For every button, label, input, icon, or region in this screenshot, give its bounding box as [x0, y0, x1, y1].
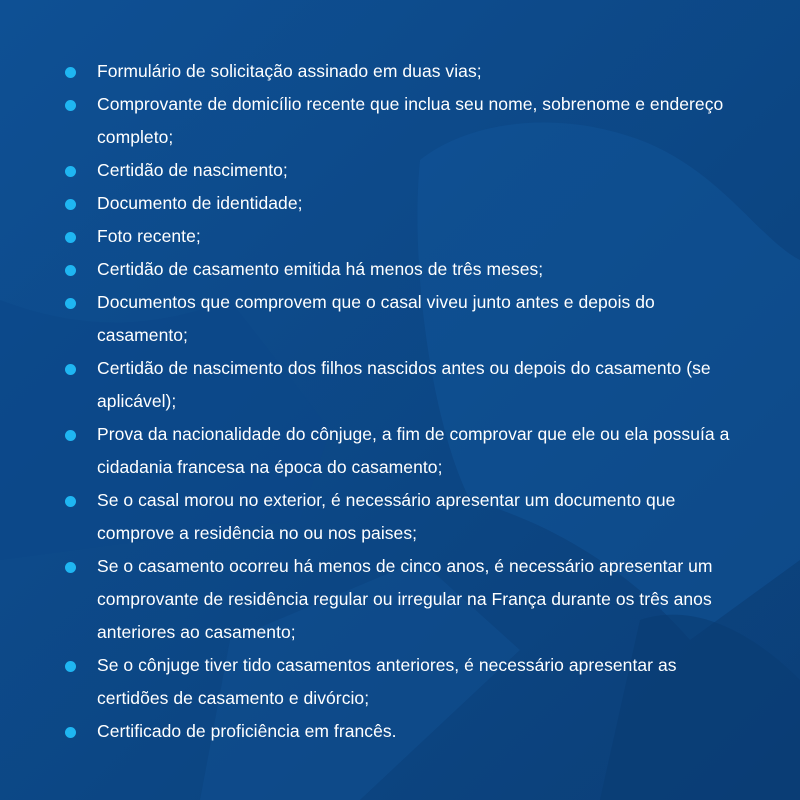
- bullet-icon: [65, 265, 76, 276]
- list-item: [0, 187, 800, 220]
- list-item: [0, 88, 800, 154]
- bullet-icon: [65, 166, 76, 177]
- list-item: [0, 286, 800, 352]
- list-item-text: Documentos que comprovem que o casal viveu junto antes e depois do casamento;: [97, 292, 655, 345]
- bullet-icon: [65, 364, 76, 375]
- list-item-text: Se o casamento ocorreu há menos de cinco anos, é necessário apresentar um comprovante de residência regular ou irregular na França durante os três anos anteriores ao casamento;: [97, 556, 713, 642]
- list-item-text: Certificado de proficiência em francês.: [97, 721, 397, 741]
- bullet-icon: [65, 727, 76, 738]
- list-item-text: Se o casal morou no exterior, é necessário apresentar um documento que comprove a residência no ou nos paises;: [97, 490, 676, 543]
- list-item-text: Prova da nacionalidade do cônjuge, a fim de comprovar que ele ou ela possuía a cidadania francesa na época do casamento;: [97, 424, 730, 477]
- requirements-list: [0, 55, 800, 748]
- bullet-icon: [65, 661, 76, 672]
- list-item: [0, 253, 800, 286]
- list-item: [0, 220, 800, 253]
- bullet-icon: [65, 100, 76, 111]
- list-item-text: Se o cônjuge tiver tido casamentos anteriores, é necessário apresentar as certidões de casamento e divórcio;: [97, 655, 677, 708]
- bullet-icon: [65, 496, 76, 507]
- bullet-icon: [65, 298, 76, 309]
- bullet-icon: [65, 430, 76, 441]
- list-item-text: Foto recente;: [97, 226, 201, 246]
- list-item-text: Documento de identidade;: [97, 193, 303, 213]
- list-item: [0, 550, 800, 649]
- list-item: [0, 715, 800, 748]
- list-item: [0, 55, 800, 88]
- list-item-text: Certidão de casamento emitida há menos de três meses;: [97, 259, 544, 279]
- list-item-text: Certidão de nascimento;: [97, 160, 288, 180]
- bullet-icon: [65, 562, 76, 573]
- bullet-icon: [65, 232, 76, 243]
- list-item-text: Formulário de solicitação assinado em duas vias;: [97, 61, 482, 81]
- list-item: [0, 649, 800, 715]
- list-item: [0, 154, 800, 187]
- list-item: [0, 352, 800, 418]
- list-item: [0, 484, 800, 550]
- list-item: [0, 418, 800, 484]
- bullet-icon: [65, 67, 76, 78]
- bullet-icon: [65, 199, 76, 210]
- list-item-text: Comprovante de domicílio recente que inclua seu nome, sobrenome e endereço completo;: [97, 94, 724, 147]
- list-item-text: Certidão de nascimento dos filhos nascidos antes ou depois do casamento (se aplicável);: [97, 358, 711, 411]
